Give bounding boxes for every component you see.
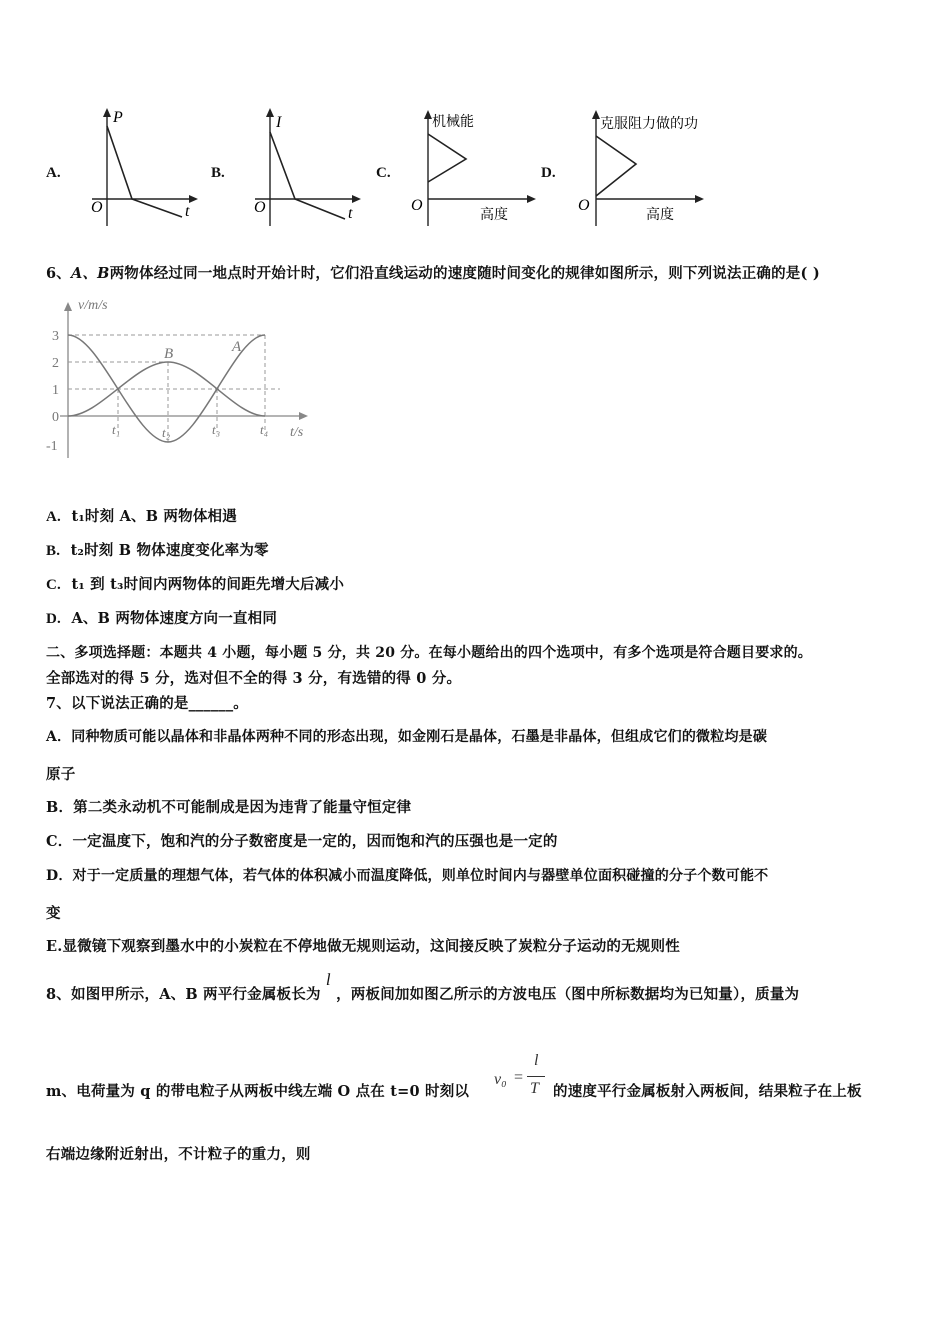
y-tick-1: 1	[52, 383, 59, 398]
y-axis-arrow	[592, 110, 600, 119]
origin-label: O	[91, 199, 103, 216]
y-label: P	[113, 109, 123, 126]
formula-equals: =	[514, 1069, 524, 1086]
q5-graph-c	[408, 104, 543, 232]
q6-velocity-graph	[40, 292, 330, 462]
x-axis-arrow	[189, 195, 198, 203]
curve	[428, 134, 466, 182]
formula-numerator: l	[534, 1052, 539, 1069]
x-tick-t4: t₄	[260, 422, 269, 437]
y-label: I	[276, 114, 282, 131]
x-label: t	[348, 205, 353, 222]
formula-fraction-bar	[527, 1076, 545, 1077]
y-axis-arrow	[103, 108, 111, 117]
formula-denominator: T	[530, 1080, 539, 1097]
q6-option-b: B. t₂时刻 B 物体速度变化率为零	[46, 542, 269, 559]
y-tick-2: 2	[52, 356, 59, 371]
y-label: 克服阻力做的功	[600, 117, 698, 132]
x-axis-arrow	[352, 195, 361, 203]
q7-option-b: B．第二类永动机不可能制成是因为违背了能量守恒定律	[46, 799, 412, 816]
origin-label: O	[411, 197, 423, 214]
x-label: t	[185, 203, 190, 220]
x-axis-arrow	[527, 195, 536, 203]
q5-graph-b	[245, 104, 363, 232]
q6-number: 6、	[46, 265, 71, 282]
q7-option-d-line2: 变	[46, 905, 61, 922]
section2-line1: 二、多项选择题：本题共 4 小题，每小题 5 分，共 20 分。在每小题给出的四个选项中，有多个选项是符合题目要求的。	[46, 645, 813, 661]
q6-text: 两物体经过同一地点时开始计时，它们沿直线运动的速度随时间变化的规律如图所示，则下列说法正确的是( )	[109, 265, 820, 282]
q5-option-d-letter: D.	[541, 165, 556, 181]
q7-option-a-line1: A．同种物质可能以晶体和非晶体两种不同的形态出现，如金刚石是晶体，石墨是非晶体，但组成它们的微粒均是碳	[46, 729, 768, 745]
q7-option-e: E.显微镜下观察到墨水中的小炭粒在不停地做无规则运动，这间接反映了炭粒分子运动的无规则性	[46, 938, 680, 955]
curve-b-label: B	[164, 346, 174, 362]
q7-option-d-line1: D．对于一定质量的理想气体，若气体的体积减小而温度降低，则单位时间内与器壁单位面积碰撞的分子个数可能不	[46, 868, 769, 884]
q8-line2-part2: 的速度平行金属板射入两板间，结果粒子在上板	[553, 1083, 862, 1100]
curve	[270, 132, 345, 219]
formula-v0: v₀	[494, 1071, 507, 1088]
x-axis-label: t/s	[290, 425, 304, 440]
origin-label: O	[254, 199, 266, 216]
q7-option-c: C．一定温度下，饱和汽的分子数密度是一定的，因而饱和汽的压强也是一定的	[46, 833, 558, 850]
q7-option-a-line2: 原子	[46, 766, 76, 783]
x-label: 高度	[480, 208, 508, 223]
q5-graph-d	[574, 104, 734, 232]
q8-length-symbol: l	[325, 970, 331, 989]
y-axis-arrow	[266, 108, 274, 117]
y-label: 机械能	[432, 115, 474, 130]
x-label: 高度	[646, 208, 674, 223]
origin-label: O	[578, 197, 590, 214]
curve	[596, 136, 636, 196]
x-axis-arrow	[299, 412, 308, 420]
x-axis-arrow	[695, 195, 704, 203]
y-axis-arrow	[424, 110, 432, 119]
q8-line1: 8、如图甲所示，A、B 两平行金属板长为 l ，两板间加如图乙所示的方波电压（图中所标数据均为已知量），质量为	[46, 970, 800, 1003]
q7-stem: 7、以下说法正确的是______。	[46, 695, 248, 712]
q6-option-c: C. t₁ 到 t₃时间内两物体的间距先增大后减小	[46, 576, 345, 593]
y-tick-neg1: -1	[46, 439, 58, 454]
q6-ab: A、B	[71, 265, 110, 282]
q8-line2-part1: m、电荷量为 q 的带电粒子从两板中线左端 O 点在 t=0 时刻以	[46, 1083, 470, 1100]
q5-option-a-letter: A.	[46, 165, 61, 181]
q6-option-a: A. t₁时刻 A、B 两物体相遇	[46, 508, 237, 525]
curve-a-label: A	[232, 339, 242, 355]
q5-graph-a	[82, 104, 200, 232]
x-tick-t1: t₁	[112, 422, 121, 437]
q8-line3: 右端边缘附近射出，不计粒子的重力，则	[46, 1146, 311, 1163]
curve	[107, 126, 182, 217]
q6-stem	[46, 262, 820, 283]
q5-option-b-letter: B.	[211, 165, 225, 181]
x-tick-t3: t₃	[212, 422, 221, 437]
y-tick-0: 0	[52, 410, 59, 425]
y-tick-3: 3	[52, 329, 59, 344]
section2-line2: 全部选对的得 5 分，选对但不全的得 3 分，有选错的得 0 分。	[46, 670, 462, 687]
q5-option-c-letter: C.	[376, 165, 391, 181]
q8-velocity-formula	[492, 1052, 550, 1104]
x-tick-t2: t₂	[162, 425, 171, 440]
q6-option-d: D. A、B 两物体速度方向一直相同	[46, 610, 278, 627]
y-axis-label: v/m/s	[78, 298, 108, 313]
y-axis-arrow	[64, 302, 72, 311]
